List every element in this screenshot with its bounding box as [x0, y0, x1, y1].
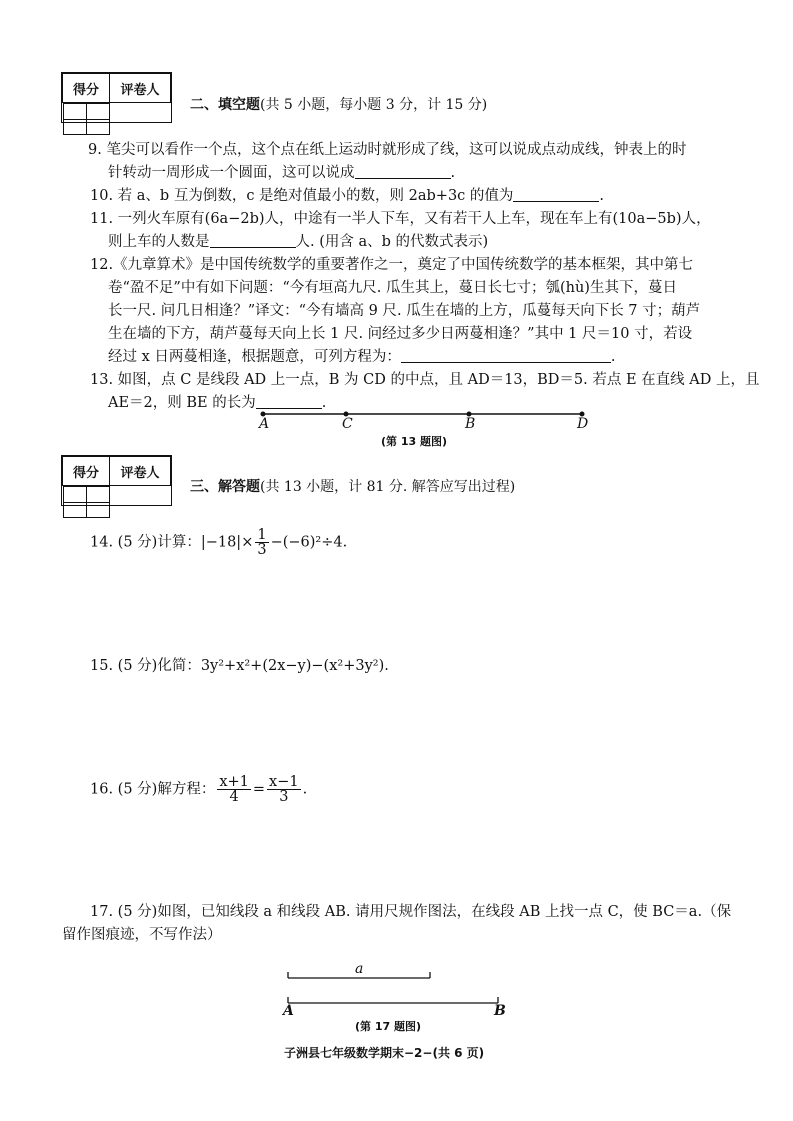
question-14-post: −(−6)²÷4.: [270, 534, 348, 551]
question-12-line5-text: 经过 x 日两蔓相逢，根据题意，可列方程为：: [108, 349, 401, 365]
answer-blank-11[interactable]: [210, 231, 296, 248]
section2-note: (共 5 小题，每小题 3 分，计 15 分): [260, 97, 488, 113]
grader-label: 评卷人: [110, 74, 171, 103]
question-12-line2: 卷“盈不足”中有如下问题：“今有垣高九尺. 瓜生其上，蔓日长七寸；瓠(hù)生其下，蔓日: [108, 280, 677, 296]
fraction-left: [217, 775, 251, 804]
question-13-line2-text: AE＝2，则 BE 的长为: [108, 395, 256, 411]
fraction-one-third: [255, 528, 268, 557]
answer-blank-9[interactable]: [355, 162, 451, 179]
fraction-left-denominator: 4: [229, 789, 239, 805]
score-box-section2: [61, 72, 172, 123]
question-16-post: .: [302, 781, 308, 798]
question-17-line1: 17. (5 分)如图，已知线段 a 和线段 AB. 请用尺规作图法，在线段 AB 上找一点 C，使 BC＝a.（保: [90, 904, 732, 920]
figure-17-caption: (第 17 题图): [355, 1020, 422, 1033]
question-12-line1: 12.《九章算术》是中国传统数学的重要著作之一，奠定了中国传统数学的基本框架，其中第七: [90, 257, 694, 273]
fraction-denominator: 3: [257, 542, 267, 558]
equals-sign: =: [252, 781, 266, 798]
section3-note: (共 13 小题，计 81 分. 解答应写出过程): [260, 479, 516, 495]
score-cell: [63, 104, 86, 135]
question-11-line2-pre: 则上车的人数是: [108, 234, 210, 250]
question-14: [90, 528, 347, 557]
question-9-line1: 9. 笔尖可以看作一个点，这个点在纸上运动时就形成了线，这可以说成点动成线，钟表上的时: [88, 142, 687, 158]
question-10: 10. 若 a、b 互为倒数，c 是绝对值最小的数，则 2ab+3c 的值为 .: [90, 184, 604, 208]
label-a: A: [259, 416, 270, 432]
question-10-text: 10. 若 a、b 互为倒数，c 是绝对值最小的数，则 2ab+3c 的值为: [90, 188, 514, 204]
score-cell: [63, 487, 86, 518]
segment-ab: [288, 997, 498, 1003]
score-label: 得分: [63, 74, 110, 103]
fraction-right: [267, 775, 301, 804]
question-16: [90, 775, 307, 804]
answer-blank-10[interactable]: [513, 185, 599, 202]
score-label: 得分: [63, 457, 110, 486]
question-13-line2: AE＝2，则 BE 的长为 .: [108, 391, 326, 415]
label-b: B: [465, 416, 476, 432]
question-16-pre: 16. (5 分)解方程：: [90, 781, 216, 798]
section2-title: [190, 94, 487, 114]
answer-blank-12[interactable]: [401, 346, 611, 363]
section3-title-text: 三、解答题: [190, 479, 260, 495]
fraction-right-numerator: x−1: [269, 774, 299, 790]
label-point-b: B: [494, 1003, 506, 1019]
question-12-line3: 长一尺. 问几日相逢？”译文：“今有墙高 9 尺. 瓜生在墙的上方，瓜蔓每天向下长 7 寸；葫芦: [108, 303, 701, 319]
grader-cell: [86, 104, 109, 135]
question-17-line2: 留作图痕迹，不写作法）: [62, 927, 222, 943]
question-14-pre: 14. (5 分)计算：|−18|×: [90, 534, 254, 551]
fraction-left-numerator: x+1: [219, 774, 249, 790]
score-box-section3: [61, 455, 172, 506]
section3-title: [190, 476, 515, 496]
figure-13-segment: [255, 405, 595, 435]
label-c: C: [342, 416, 353, 432]
label-d: D: [577, 416, 589, 432]
question-9-line2-text: 针转动一周形成一个圆面，这可以说成: [108, 165, 355, 181]
question-12-line5: 经过 x 日两蔓相逢，根据题意，可列方程为： .: [108, 345, 616, 369]
label-point-a: A: [283, 1003, 294, 1019]
question-15: 15. (5 分)化简：3y²+x²+(2x−y)−(x²+3y²).: [90, 658, 389, 674]
figure-17-segments: [280, 968, 510, 1013]
question-11-line1: 11. 一列火车原有(6a−2b)人，中途有一半人下车，又有若干人上车，现在车上有(10a−5b)人，: [90, 211, 711, 227]
question-12-line4: 生在墙的下方，葫芦蔓每天向上长 1 尺. 问经过多少日两蔓相逢？”其中 1 尺＝10 寸，若设: [108, 326, 693, 342]
fraction-numerator: 1: [257, 527, 267, 543]
question-11-line2-post: 人. (用含 a、b 的代数式表示): [295, 234, 489, 250]
figure-13-caption: (第 13 题图): [381, 435, 448, 448]
fraction-right-denominator: 3: [279, 789, 289, 805]
section2-title-text: 二、填空题: [190, 97, 260, 113]
question-11-line2: [108, 230, 488, 254]
question-9-line2: 针转动一周形成一个圆面，这可以说成 .: [108, 161, 455, 185]
question-13-line1: 13. 如图，点 C 是线段 AD 上一点，B 为 CD 的中点，且 AD＝13，BD＝5. 若点 E 在直线 AD 上，且: [90, 372, 760, 388]
page-footer: 子洲县七年级数学期末−2−(共 6 页): [284, 1046, 485, 1060]
label-segment-a: a: [355, 961, 364, 977]
grader-cell: [86, 487, 109, 518]
segment-a: [288, 972, 430, 978]
grader-label: 评卷人: [110, 457, 171, 486]
